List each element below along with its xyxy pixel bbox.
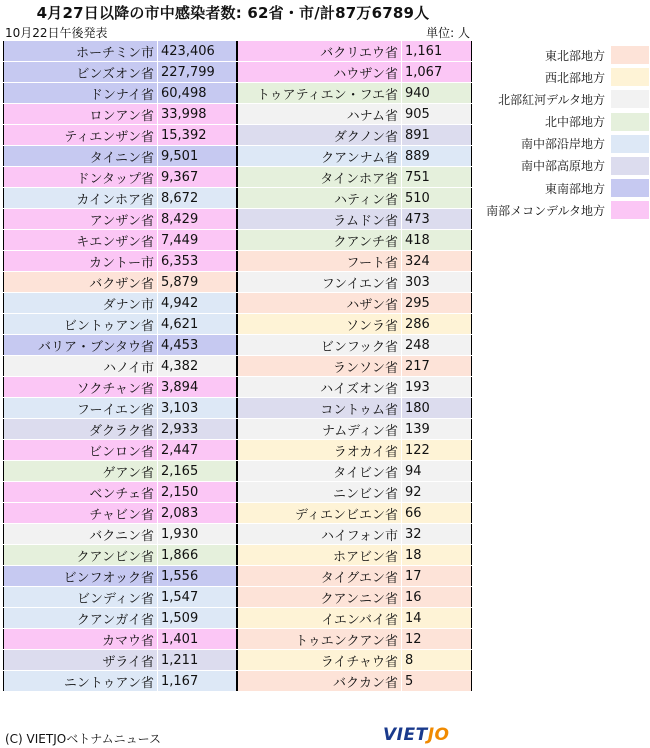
legend-label: 東北部地方	[544, 48, 605, 63]
table-row	[4, 209, 237, 230]
province-name: クアンナム省	[238, 146, 402, 167]
province-name: タイニン省	[4, 146, 158, 167]
province-name: ソクチャン省	[4, 377, 158, 398]
table-row	[238, 566, 472, 587]
date-note: 10月22日午後発表	[5, 26, 108, 40]
table-row	[238, 419, 472, 440]
case-count: 8,429	[158, 209, 237, 230]
logo-text: VIETJO	[383, 725, 450, 745]
case-count: 510	[402, 188, 472, 209]
table-row	[4, 62, 237, 83]
legend-swatch	[611, 157, 649, 175]
table-row	[238, 188, 472, 209]
province-name: ホーチミン市	[4, 41, 158, 62]
province-name: バクカン省	[238, 671, 402, 692]
province-name: ドンタップ省	[4, 167, 158, 188]
case-count: 303	[402, 272, 472, 293]
province-name: クアンビン省	[4, 545, 158, 566]
table-row	[4, 125, 237, 146]
table-row	[238, 272, 472, 293]
legend-swatch	[611, 135, 649, 153]
case-count: 295	[402, 293, 472, 314]
province-name: ロンアン省	[4, 104, 158, 125]
case-count: 286	[402, 314, 472, 335]
case-count: 751	[402, 167, 472, 188]
vietjo-logo	[383, 725, 449, 745]
table-row	[238, 524, 472, 545]
table-row	[238, 398, 472, 419]
province-name: ディエンビエン省	[238, 503, 402, 524]
case-count: 418	[402, 230, 472, 251]
case-count: 1,866	[158, 545, 237, 566]
legend-label: 東南部地方	[544, 181, 605, 196]
case-count: 18	[402, 545, 472, 566]
table-row	[238, 146, 472, 167]
legend-swatch	[611, 46, 649, 64]
province-name: アンザン省	[4, 209, 158, 230]
legend-swatch	[611, 201, 649, 219]
province-name: ホアビン省	[238, 545, 402, 566]
table-row	[4, 167, 237, 188]
case-count: 9,501	[158, 146, 237, 167]
province-name: カマウ省	[4, 629, 158, 650]
table-row	[238, 83, 472, 104]
table-row	[4, 482, 237, 503]
case-count: 32	[402, 524, 472, 545]
case-count: 423,406	[158, 41, 237, 62]
province-name: フーイエン省	[4, 398, 158, 419]
table-row	[4, 356, 237, 377]
case-count: 60,498	[158, 83, 237, 104]
case-count: 1,161	[402, 41, 472, 62]
case-count: 3,103	[158, 398, 237, 419]
table-row	[238, 377, 472, 398]
province-name: ビントゥアン省	[4, 314, 158, 335]
case-count: 180	[402, 398, 472, 419]
province-name: ライチャウ省	[238, 650, 402, 671]
legend-item	[480, 111, 649, 133]
table-row	[238, 104, 472, 125]
legend-item	[480, 133, 649, 155]
table-row	[238, 461, 472, 482]
province-name: ビンディン省	[4, 587, 158, 608]
table-row	[238, 335, 472, 356]
province-name: ビンフック省	[238, 335, 402, 356]
table-row	[238, 209, 472, 230]
table-row	[238, 167, 472, 188]
case-count: 66	[402, 503, 472, 524]
table-row	[238, 125, 472, 146]
province-name: ビンフオック省	[4, 566, 158, 587]
province-name: タインホア省	[238, 167, 402, 188]
case-count: 2,447	[158, 440, 237, 461]
case-count: 248	[402, 335, 472, 356]
legend-item	[480, 199, 649, 221]
legend-swatch	[611, 90, 649, 108]
unit-note: 単位: 人	[426, 26, 470, 40]
province-name: ベンチェ省	[4, 482, 158, 503]
table-row	[238, 629, 472, 650]
table-row	[4, 41, 237, 62]
table-row	[4, 377, 237, 398]
province-name: ハノイ市	[4, 356, 158, 377]
table-row	[238, 545, 472, 566]
copyright-text: (C) VIETJOベトナムニュース	[5, 732, 162, 746]
legend-label: 北中部地方	[544, 115, 605, 130]
table-row	[238, 62, 472, 83]
province-name: バクザン省	[4, 272, 158, 293]
case-count: 8	[402, 650, 472, 671]
province-name: ハザン省	[238, 293, 402, 314]
province-name: イエンバイ省	[238, 608, 402, 629]
province-name: ダナン市	[4, 293, 158, 314]
table-row	[238, 293, 472, 314]
province-name: ハティン省	[238, 188, 402, 209]
case-count: 92	[402, 482, 472, 503]
case-count: 15,392	[158, 125, 237, 146]
table-row	[4, 104, 237, 125]
legend-swatch	[611, 68, 649, 86]
legend-swatch	[611, 113, 649, 131]
province-name: ティエンザン省	[4, 125, 158, 146]
case-count: 2,083	[158, 503, 237, 524]
table-row	[4, 398, 237, 419]
province-name: トゥエンクアン省	[238, 629, 402, 650]
table-row	[238, 356, 472, 377]
case-count: 16	[402, 587, 472, 608]
case-count: 193	[402, 377, 472, 398]
province-name: ラムドン省	[238, 209, 402, 230]
case-count: 17	[402, 566, 472, 587]
province-name: ビンズオン省	[4, 62, 158, 83]
province-name: ランソン省	[238, 356, 402, 377]
table-row	[4, 251, 237, 272]
table-row	[238, 587, 472, 608]
case-table-right	[237, 40, 472, 692]
province-name: ニンビン省	[238, 482, 402, 503]
table-row	[238, 671, 472, 692]
case-count: 905	[402, 104, 472, 125]
table-row	[238, 503, 472, 524]
province-name: クアンニン省	[238, 587, 402, 608]
province-name: ハイズオン省	[238, 377, 402, 398]
province-name: ハナム省	[238, 104, 402, 125]
legend-label: 西北部地方	[544, 70, 605, 85]
case-count: 2,165	[158, 461, 237, 482]
case-count: 940	[402, 83, 472, 104]
table-row	[4, 272, 237, 293]
province-name: チャビン省	[4, 503, 158, 524]
case-count: 2,933	[158, 419, 237, 440]
case-count: 9,367	[158, 167, 237, 188]
table-row	[4, 587, 237, 608]
table-row	[4, 524, 237, 545]
case-count: 1,067	[402, 62, 472, 83]
province-name: ハイフォン市	[238, 524, 402, 545]
legend-swatch	[611, 179, 649, 197]
case-count: 1,401	[158, 629, 237, 650]
region-legend	[480, 44, 649, 222]
case-count: 889	[402, 146, 472, 167]
case-count: 1,547	[158, 587, 237, 608]
case-count: 8,672	[158, 188, 237, 209]
case-count: 5,879	[158, 272, 237, 293]
case-count: 33,998	[158, 104, 237, 125]
table-row	[4, 461, 237, 482]
table-row	[4, 566, 237, 587]
province-name: ナムディン省	[238, 419, 402, 440]
legend-label: 北部紅河デルタ地方	[498, 92, 605, 107]
table-row	[4, 335, 237, 356]
table-row	[238, 440, 472, 461]
table-row	[4, 188, 237, 209]
table-row	[238, 650, 472, 671]
case-count: 4,453	[158, 335, 237, 356]
legend-label: 南中部高原地方	[520, 159, 605, 174]
legend-label: 南中部沿岸地方	[520, 137, 605, 152]
province-name: タイビン省	[238, 461, 402, 482]
case-count: 227,799	[158, 62, 237, 83]
legend-item	[480, 155, 649, 177]
case-table-left	[3, 40, 237, 692]
province-name: フンイエン省	[238, 272, 402, 293]
case-tables	[3, 40, 472, 692]
page-title: 4月27日以降の市中感染者数: 62省・市/計87万6789人	[36, 4, 430, 22]
province-name: タイグエン省	[238, 566, 402, 587]
province-name: バリア・ブンタウ省	[4, 335, 158, 356]
case-count: 4,621	[158, 314, 237, 335]
table-row	[238, 251, 472, 272]
table-row	[4, 608, 237, 629]
legend-item	[480, 66, 649, 88]
table-row	[4, 650, 237, 671]
table-row	[4, 146, 237, 167]
province-name: コントゥム省	[238, 398, 402, 419]
case-count: 217	[402, 356, 472, 377]
province-name: ドンナイ省	[4, 83, 158, 104]
table-row	[4, 293, 237, 314]
table-row	[238, 482, 472, 503]
case-count: 6,353	[158, 251, 237, 272]
table-row	[238, 230, 472, 251]
province-name: クアンガイ省	[4, 608, 158, 629]
province-name: ダクラク省	[4, 419, 158, 440]
case-count: 4,382	[158, 356, 237, 377]
case-count: 3,894	[158, 377, 237, 398]
province-name: ザライ省	[4, 650, 158, 671]
province-name: バクニン省	[4, 524, 158, 545]
case-count: 1,930	[158, 524, 237, 545]
case-count: 139	[402, 419, 472, 440]
table-row	[4, 503, 237, 524]
province-name: トゥアティエン・フエ省	[238, 83, 402, 104]
legend-item	[480, 88, 649, 110]
table-row	[238, 608, 472, 629]
case-count: 473	[402, 209, 472, 230]
case-count: 891	[402, 125, 472, 146]
case-count: 7,449	[158, 230, 237, 251]
case-count: 2,150	[158, 482, 237, 503]
case-count: 1,211	[158, 650, 237, 671]
province-name: カントー市	[4, 251, 158, 272]
table-row	[238, 314, 472, 335]
province-name: ハウザン省	[238, 62, 402, 83]
province-name: キエンザン省	[4, 230, 158, 251]
province-name: ゲアン省	[4, 461, 158, 482]
legend-item	[480, 177, 649, 199]
table-row	[4, 671, 237, 692]
province-name: ビンロン省	[4, 440, 158, 461]
legend-label: 南部メコンデルタ地方	[486, 203, 605, 218]
case-count: 4,942	[158, 293, 237, 314]
province-name: ソンラ省	[238, 314, 402, 335]
table-row	[4, 440, 237, 461]
table-row	[238, 41, 472, 62]
province-name: ラオカイ省	[238, 440, 402, 461]
legend-item	[480, 44, 649, 66]
province-name: ダクノン省	[238, 125, 402, 146]
table-row	[4, 419, 237, 440]
case-count: 14	[402, 608, 472, 629]
case-count: 122	[402, 440, 472, 461]
case-count: 12	[402, 629, 472, 650]
province-name: カインホア省	[4, 188, 158, 209]
case-count: 5	[402, 671, 472, 692]
province-name: クアンチ省	[238, 230, 402, 251]
case-count: 1,167	[158, 671, 237, 692]
table-row	[4, 83, 237, 104]
case-count: 324	[402, 251, 472, 272]
province-name: フート省	[238, 251, 402, 272]
table-row	[4, 314, 237, 335]
case-count: 1,509	[158, 608, 237, 629]
table-row	[4, 545, 237, 566]
case-count: 1,556	[158, 566, 237, 587]
case-count: 94	[402, 461, 472, 482]
table-row	[4, 629, 237, 650]
province-name: バクリエウ省	[238, 41, 402, 62]
province-name: ニントゥアン省	[4, 671, 158, 692]
table-row	[4, 230, 237, 251]
